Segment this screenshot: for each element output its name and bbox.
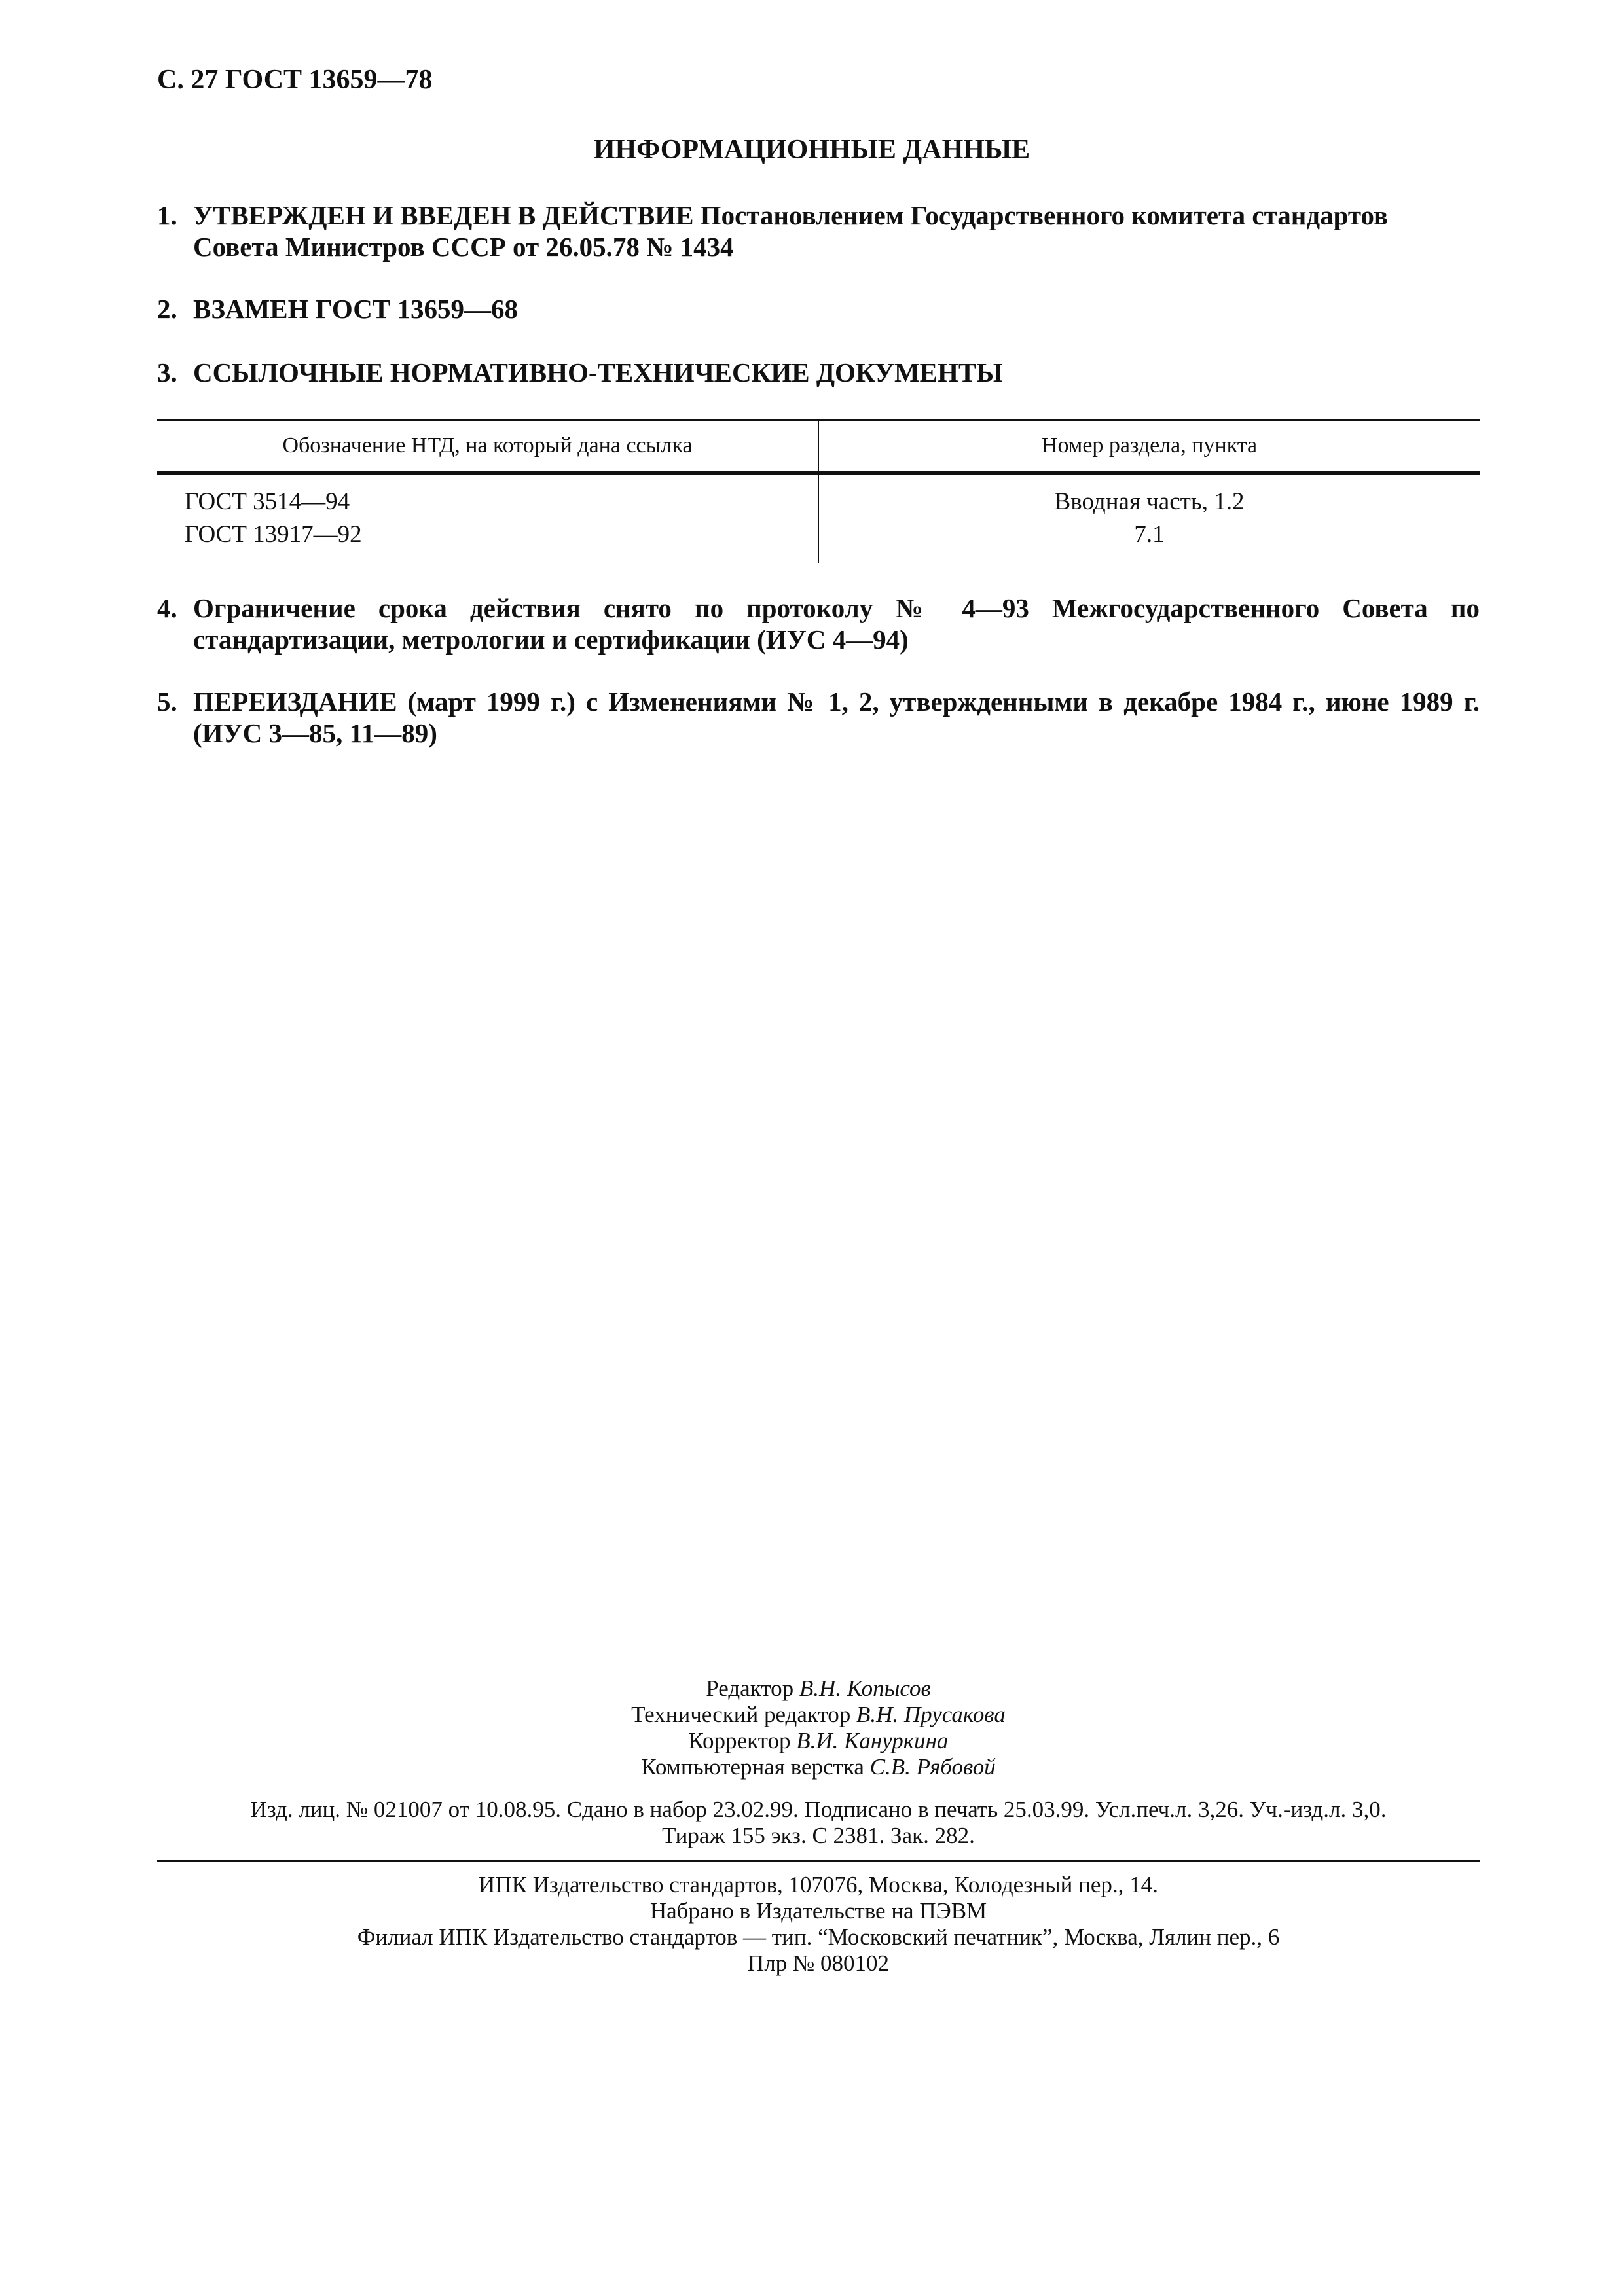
credit-role: Компьютерная верстка [641, 1754, 864, 1780]
item-number: 4. [157, 593, 177, 623]
imprint-line: Тираж 155 экз. С 2381. Зак. 282. [662, 1823, 975, 1848]
table-cell-section: 7.1 [1134, 521, 1165, 548]
item-number: 1. [157, 200, 177, 230]
item-text-line2: Совета Министров СССР от 26.05.78 № 1434 [193, 232, 734, 262]
table-header-document: Обозначение НТД, на который дана ссылка [282, 433, 693, 457]
item-number: 2. [157, 294, 177, 324]
table-cell-section: Вводная часть, 1.2 [1054, 488, 1245, 515]
publisher-line: Набрано в Издательстве на ПЭВМ [649, 1898, 987, 1924]
table-header-section: Номер раздела, пункта [1041, 433, 1258, 457]
credit-name: В.Н. Копысов [799, 1676, 931, 1701]
publisher-block [157, 1872, 1480, 1977]
reference-table [157, 419, 1480, 563]
item-number: 3. [157, 357, 177, 387]
item-text: Ограничение срока действия снято по протоколу № 4—93 Межгосударственного Совета по стандартизации, метрологии и сертификации (ИУС 4—94) [193, 593, 1480, 655]
info-item-3 [157, 357, 1480, 388]
credit-name: В.И. Кануркина [796, 1728, 949, 1753]
page-header: С. 27 ГОСТ 13659—78 [157, 65, 433, 95]
credit-role: Корректор [688, 1728, 791, 1753]
credit-role: Редактор [706, 1676, 794, 1701]
info-item-5 [157, 686, 1480, 749]
table-row [157, 488, 1480, 520]
credit-layout [157, 1754, 1480, 1780]
item-number: 5. [157, 687, 177, 717]
document-title: ИНФОРМАЦИОННЫЕ ДАННЫЕ [593, 135, 1030, 165]
info-item-1 [157, 200, 1480, 262]
credit-name: В.Н. Прусакова [856, 1702, 1006, 1727]
imprint-block [157, 1797, 1480, 1849]
item-text: ССЫЛОЧНЫЕ НОРМАТИВНО-ТЕХНИЧЕСКИЕ ДОКУМЕНТЫ [193, 357, 1003, 387]
credit-role: Технический редактор [631, 1702, 851, 1727]
publisher-line: Плр № 080102 [747, 1950, 890, 1976]
publisher-line: Филиал ИПК Издательство стандартов — тип. “Московский печатник”, Москва, Лялин пер., 6 [357, 1924, 1280, 1950]
publisher-line: ИПК Издательство стандартов, 107076, Москва, Колодезный пер., 14. [479, 1872, 1158, 1897]
item-text-line1: УТВЕРЖДЕН И ВВЕДЕН В ДЕЙСТВИЕ Постановлением Государственного комитета стандартов [193, 200, 1389, 230]
credit-proofreader [157, 1728, 1480, 1754]
credits-block [157, 1676, 1480, 1780]
table-row [157, 520, 1480, 553]
item-text: ПЕРЕИЗДАНИЕ (март 1999 г.) с Изменениями № 1, 2, утвержденными в декабре 1984 г., июне 1989 г. (ИУС 3—85, 11—89) [193, 687, 1480, 748]
item-text: ВЗАМЕН ГОСТ 13659—68 [193, 294, 518, 324]
credit-editor [157, 1676, 1480, 1702]
credit-name: С.В. Рябовой [869, 1754, 996, 1780]
table-cell-document: ГОСТ 3514—94 [185, 488, 350, 515]
info-item-2 [157, 293, 1480, 325]
info-item-4 [157, 592, 1480, 655]
credit-technical-editor [157, 1702, 1480, 1728]
imprint-divider [157, 1860, 1480, 1862]
table-cell-document: ГОСТ 13917—92 [185, 521, 362, 548]
imprint-line: Изд. лиц. № 021007 от 10.08.95. Сдано в набор 23.02.99. Подписано в печать 25.03.99. Усл.печ.л. 3,26. Уч.-изд.л. 3,0. [250, 1797, 1387, 1822]
